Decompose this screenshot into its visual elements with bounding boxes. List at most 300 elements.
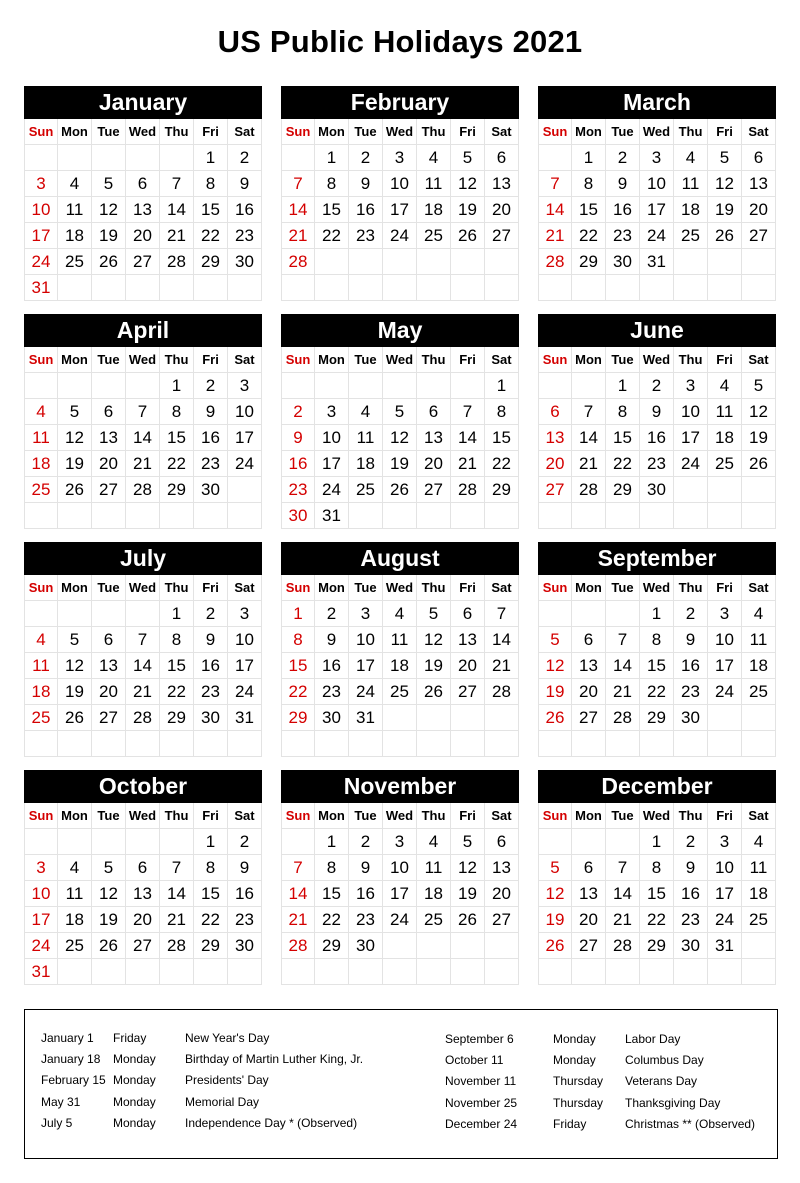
day-cell: 1 [640,829,674,855]
day-cell: 16 [315,653,349,679]
day-cell: 28 [606,933,640,959]
empty-day-cell [92,145,126,171]
empty-day-cell [24,373,58,399]
holiday-name: Veterans Day [625,1074,698,1089]
empty-day-cell [417,705,451,731]
day-cell: 30 [349,933,383,959]
day-cell: 1 [315,829,349,855]
holiday-date: December 24 [445,1116,518,1131]
day-cell: 29 [485,477,519,503]
day-cell: 16 [349,197,383,223]
empty-day-cell [281,731,315,757]
day-cell: 3 [349,601,383,627]
day-cell: 2 [228,829,262,855]
day-cell: 31 [349,705,383,731]
empty-day-cell [24,145,58,171]
day-cell: 26 [451,907,485,933]
day-cell: 14 [606,653,640,679]
day-cell: 30 [228,933,262,959]
day-cell: 13 [92,425,126,451]
day-cell: 1 [160,373,194,399]
weekday-header: Thu [417,119,451,145]
empty-day-cell [742,933,776,959]
empty-day-cell [349,249,383,275]
empty-day-cell [349,503,383,529]
holiday-date: January 1 [41,1031,94,1045]
weekday-header: Mon [315,803,349,829]
day-cell: 17 [640,197,674,223]
day-cell: 25 [383,679,417,705]
day-cell: 28 [160,933,194,959]
day-cell: 16 [228,881,262,907]
empty-day-cell [126,959,160,985]
day-cell: 29 [640,705,674,731]
day-cell: 13 [572,881,606,907]
month-title: May [281,314,519,347]
day-cell: 28 [451,477,485,503]
day-cell: 21 [572,451,606,477]
day-cell: 28 [606,705,640,731]
weekday-header: Sun [281,347,315,373]
day-cell: 23 [228,223,262,249]
day-cell: 17 [674,425,708,451]
day-cell: 2 [281,399,315,425]
day-cell: 11 [58,881,92,907]
day-cell: 19 [92,907,126,933]
day-cell: 29 [606,477,640,503]
empty-day-cell [674,477,708,503]
weekday-header: Fri [194,119,228,145]
day-cell: 19 [742,425,776,451]
weekday-header: Wed [383,575,417,601]
empty-day-cell [742,959,776,985]
month-day-grid [281,119,519,301]
day-cell: 31 [640,249,674,275]
day-cell: 21 [281,907,315,933]
weekday-header: Fri [708,803,742,829]
day-cell: 16 [281,451,315,477]
day-cell: 3 [24,855,58,881]
empty-day-cell [674,731,708,757]
day-cell: 13 [742,171,776,197]
day-cell: 17 [708,881,742,907]
empty-day-cell [451,275,485,301]
day-cell: 15 [315,881,349,907]
day-cell: 2 [194,601,228,627]
empty-day-cell [708,249,742,275]
empty-day-cell [606,731,640,757]
holiday-day: Monday [113,1115,156,1130]
empty-day-cell [485,275,519,301]
holiday-date: September 6 [445,1032,514,1046]
day-cell: 9 [674,855,708,881]
month-april [24,314,262,529]
day-cell: 30 [194,705,228,731]
day-cell: 8 [315,171,349,197]
day-cell: 16 [349,881,383,907]
day-cell: 29 [194,249,228,275]
day-cell: 5 [708,145,742,171]
weekday-header: Mon [572,575,606,601]
day-cell: 13 [485,171,519,197]
day-cell: 7 [126,627,160,653]
day-cell: 24 [674,451,708,477]
holiday-date: July 5 [41,1115,73,1130]
weekday-header: Mon [58,347,92,373]
day-cell: 11 [674,171,708,197]
day-cell: 15 [640,881,674,907]
day-cell: 4 [58,855,92,881]
day-cell: 8 [640,627,674,653]
day-cell: 15 [160,425,194,451]
weekday-header: Sat [228,575,262,601]
empty-day-cell [228,503,262,529]
empty-day-cell [485,249,519,275]
empty-day-cell [572,373,606,399]
day-cell: 3 [708,829,742,855]
day-cell: 22 [194,907,228,933]
day-cell: 27 [485,907,519,933]
weekday-header: Mon [58,119,92,145]
empty-day-cell [315,959,349,985]
day-cell: 1 [572,145,606,171]
day-cell: 5 [538,855,572,881]
empty-day-cell [606,829,640,855]
weekday-header: Fri [451,119,485,145]
day-cell: 14 [160,881,194,907]
day-cell: 9 [228,171,262,197]
day-cell: 13 [92,653,126,679]
day-cell: 2 [606,145,640,171]
day-cell: 23 [674,907,708,933]
day-cell: 23 [640,451,674,477]
day-cell: 30 [640,477,674,503]
day-cell: 19 [383,451,417,477]
day-cell: 8 [194,855,228,881]
weekday-header: Thu [417,575,451,601]
month-day-grid [538,803,776,985]
month-day-grid [281,803,519,985]
day-cell: 1 [160,601,194,627]
day-cell: 19 [58,451,92,477]
day-cell: 4 [58,171,92,197]
day-cell: 30 [674,933,708,959]
day-cell: 25 [742,679,776,705]
day-cell: 20 [485,881,519,907]
day-cell: 20 [742,197,776,223]
day-cell: 14 [281,881,315,907]
month-december [538,770,776,985]
day-cell: 19 [451,197,485,223]
day-cell: 5 [538,627,572,653]
month-august [281,542,519,757]
holiday-day: Monday [553,1053,596,1068]
day-cell: 19 [708,197,742,223]
empty-day-cell [228,275,262,301]
month-day-grid [538,119,776,301]
empty-day-cell [417,731,451,757]
day-cell: 19 [92,223,126,249]
day-cell: 11 [24,425,58,451]
day-cell: 5 [92,855,126,881]
day-cell: 19 [417,653,451,679]
day-cell: 8 [315,855,349,881]
weekday-header: Thu [160,803,194,829]
day-cell: 8 [606,399,640,425]
empty-day-cell [538,959,572,985]
day-cell: 18 [383,653,417,679]
empty-day-cell [315,373,349,399]
weekday-header: Sat [485,347,519,373]
day-cell: 22 [640,907,674,933]
day-cell: 7 [126,399,160,425]
day-cell: 31 [315,503,349,529]
empty-day-cell [58,601,92,627]
weekday-header: Thu [674,803,708,829]
day-cell: 6 [92,399,126,425]
day-cell: 23 [315,679,349,705]
day-cell: 21 [606,907,640,933]
day-cell: 11 [417,171,451,197]
day-cell: 25 [24,705,58,731]
day-cell: 25 [58,249,92,275]
empty-day-cell [708,959,742,985]
day-cell: 18 [742,881,776,907]
day-cell: 28 [485,679,519,705]
weekday-header: Sat [228,803,262,829]
empty-day-cell [194,275,228,301]
day-cell: 25 [58,933,92,959]
empty-day-cell [606,959,640,985]
day-cell: 24 [640,223,674,249]
day-cell: 12 [708,171,742,197]
empty-day-cell [126,145,160,171]
day-cell: 14 [606,881,640,907]
day-cell: 26 [742,451,776,477]
empty-day-cell [160,959,194,985]
empty-day-cell [24,503,58,529]
weekday-header: Thu [417,347,451,373]
month-june [538,314,776,529]
day-cell: 4 [742,601,776,627]
day-cell: 22 [160,679,194,705]
day-cell: 29 [640,933,674,959]
day-cell: 22 [281,679,315,705]
day-cell: 6 [126,855,160,881]
empty-day-cell [58,503,92,529]
day-cell: 9 [281,425,315,451]
holiday-day: Monday [113,1094,156,1109]
day-cell: 20 [485,197,519,223]
empty-day-cell [315,249,349,275]
empty-day-cell [742,503,776,529]
holiday-day: Monday [553,1032,596,1046]
day-cell: 12 [451,171,485,197]
day-cell: 21 [160,223,194,249]
day-cell: 24 [349,679,383,705]
day-cell: 10 [708,627,742,653]
empty-day-cell [538,373,572,399]
empty-day-cell [194,731,228,757]
day-cell: 10 [349,627,383,653]
empty-day-cell [674,959,708,985]
day-cell: 8 [572,171,606,197]
empty-day-cell [383,503,417,529]
day-cell: 8 [640,855,674,881]
weekday-header: Thu [160,575,194,601]
weekday-header: Thu [160,347,194,373]
day-cell: 13 [126,881,160,907]
empty-day-cell [281,959,315,985]
day-cell: 1 [606,373,640,399]
day-cell: 2 [640,373,674,399]
day-cell: 11 [383,627,417,653]
holiday-day: Monday [113,1052,156,1067]
empty-day-cell [160,731,194,757]
empty-day-cell [92,829,126,855]
day-cell: 12 [538,653,572,679]
day-cell: 15 [315,197,349,223]
empty-day-cell [708,503,742,529]
day-cell: 2 [674,829,708,855]
empty-day-cell [640,731,674,757]
empty-day-cell [126,829,160,855]
day-cell: 13 [126,197,160,223]
day-cell: 17 [315,451,349,477]
day-cell: 10 [708,855,742,881]
empty-day-cell [126,503,160,529]
empty-day-cell [58,145,92,171]
day-cell: 4 [24,399,58,425]
holiday-name: Independence Day * (Observed) [185,1115,358,1130]
empty-day-cell [572,959,606,985]
page-title: US Public Holidays 2021 [217,24,583,59]
holiday-day: Monday [113,1073,156,1088]
empty-day-cell [92,275,126,301]
empty-day-cell [538,601,572,627]
day-cell: 19 [451,881,485,907]
day-cell: 3 [228,601,262,627]
day-cell: 6 [485,145,519,171]
day-cell: 17 [228,425,262,451]
empty-day-cell [383,249,417,275]
day-cell: 23 [349,223,383,249]
weekday-header: Fri [451,347,485,373]
empty-day-cell [315,275,349,301]
day-cell: 26 [451,223,485,249]
day-cell: 8 [194,171,228,197]
empty-day-cell [572,829,606,855]
day-cell: 15 [485,425,519,451]
empty-day-cell [485,705,519,731]
holiday-date: November 25 [445,1095,518,1110]
weekday-header: Sat [742,119,776,145]
weekday-header: Wed [383,119,417,145]
day-cell: 1 [281,601,315,627]
day-cell: 6 [417,399,451,425]
day-cell: 6 [485,829,519,855]
day-cell: 20 [538,451,572,477]
month-title: December [538,770,776,803]
empty-day-cell [383,373,417,399]
empty-day-cell [383,705,417,731]
empty-day-cell [160,275,194,301]
weekday-header: Wed [126,119,160,145]
weekday-header: Tue [92,347,126,373]
day-cell: 27 [417,477,451,503]
holiday-name: Birthday of Martin Luther King, Jr. [185,1052,364,1067]
day-cell: 25 [742,907,776,933]
empty-day-cell [485,503,519,529]
month-day-grid [24,119,262,301]
day-cell: 7 [606,627,640,653]
day-cell: 15 [194,197,228,223]
day-cell: 10 [228,399,262,425]
day-cell: 9 [640,399,674,425]
day-cell: 1 [640,601,674,627]
day-cell: 23 [674,679,708,705]
empty-day-cell [417,959,451,985]
day-cell: 26 [538,933,572,959]
day-cell: 18 [349,451,383,477]
day-cell: 9 [194,627,228,653]
empty-day-cell [606,503,640,529]
day-cell: 28 [538,249,572,275]
day-cell: 19 [538,679,572,705]
day-cell: 27 [485,223,519,249]
empty-day-cell [451,959,485,985]
holiday-day: Friday [553,1116,587,1131]
day-cell: 27 [126,933,160,959]
month-november [281,770,519,985]
weekday-header: Mon [58,575,92,601]
day-cell: 21 [160,907,194,933]
weekday-header: Tue [606,575,640,601]
day-cell: 21 [126,679,160,705]
month-title: October [24,770,262,803]
weekday-header: Thu [417,803,451,829]
weekday-header: Sun [24,803,58,829]
weekday-header: Tue [349,119,383,145]
empty-day-cell [417,933,451,959]
weekday-header: Tue [92,803,126,829]
day-cell: 18 [58,223,92,249]
day-cell: 5 [58,399,92,425]
weekday-header: Thu [674,347,708,373]
empty-day-cell [451,373,485,399]
day-cell: 6 [572,627,606,653]
holiday-name: Presidents' Day [185,1073,269,1088]
empty-day-cell [485,933,519,959]
day-cell: 2 [349,145,383,171]
weekday-header: Sat [228,347,262,373]
weekday-header: Tue [92,575,126,601]
day-cell: 2 [674,601,708,627]
weekday-header: Sun [538,119,572,145]
empty-day-cell [538,731,572,757]
day-cell: 22 [315,907,349,933]
day-cell: 15 [160,653,194,679]
month-title: September [538,542,776,575]
day-cell: 18 [24,679,58,705]
day-cell: 24 [315,477,349,503]
day-cell: 24 [24,933,58,959]
day-cell: 28 [126,477,160,503]
month-september [538,542,776,757]
day-cell: 21 [485,653,519,679]
day-cell: 31 [228,705,262,731]
empty-day-cell [417,503,451,529]
